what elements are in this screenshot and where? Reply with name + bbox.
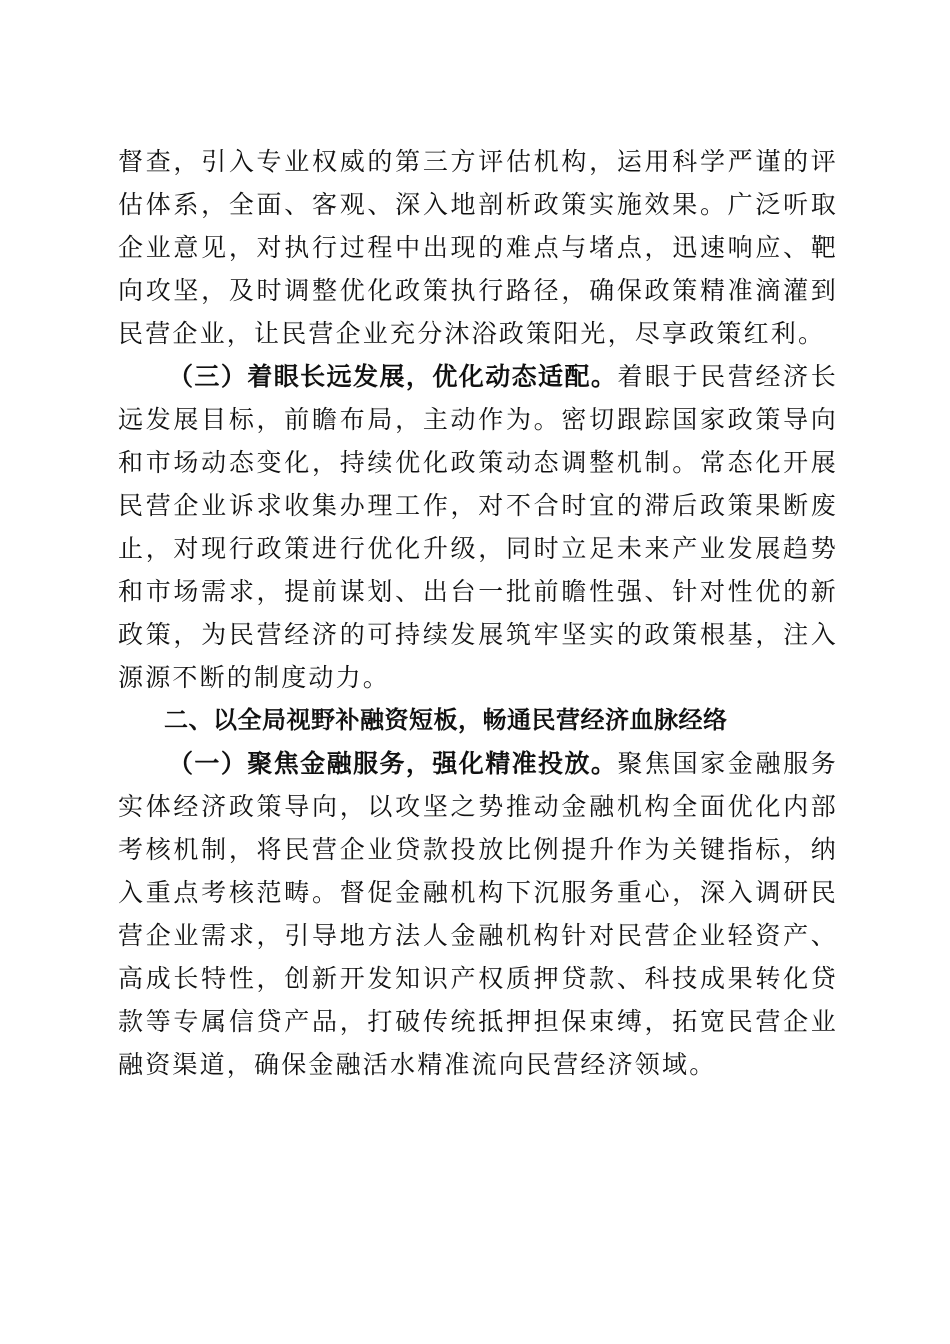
document-page [118,140,838,1086]
paragraph-body: 督查，引入专业权威的第三方评估机构，运用科学严谨的评估体系，全面、客观、深入地剖析政策实施效果。广泛听取企业意见，对执行过程中出现的难点与堵点，迅速响应、靶向攻坚，及时调整优化政策执行路径，确保政策精准滴灌到民营企业，让民营企业充分沐浴政策阳光，尽享政策红利。 [118,147,838,348]
paragraph-body: 着眼于民营经济长远发展目标，前瞻布局，主动作为。密切跟踪国家政策导向和市场动态变化，持续优化政策动态调整机制。常态化开展民营企业诉求收集办理工作，对不合时宜的滞后政策果断废止，对现行政策进行优化升级，同时立足未来产业发展趋势和市场需求，提前谋划、出台一批前瞻性强、针对性优的新政策，为民营经济的可持续发展筑牢坚实的政策根基，注入源源不断的制度动力。 [118,362,838,692]
paragraph-long-term-development [118,355,838,699]
paragraph-body: 聚焦国家金融服务实体经济政策导向，以攻坚之势推动金融机构全面优化内部考核机制，将民营企业贷款投放比例提升作为关键指标，纳入重点考核范畴。督促金融机构下沉服务重心，深入调研民营企业需求，引导地方法人金融机构针对民营企业轻资产、高成长特性，创新开发知识产权质押贷款、科技成果转化贷款等专属信贷产品，打破传统抵押担保束缚，拓宽民营企业融资渠道，确保金融活水精准流向民营经济领域。 [118,749,838,1079]
section-subheading-3: （三）着眼长远发展，优化动态适配。 [168,362,618,391]
section-heading-2: 二、以全局视野补融资短板，畅通民营经济血脉经络 [164,706,728,734]
paragraph-supervision-continued [118,140,838,355]
paragraph-financial-services [118,742,838,1086]
section-subheading-1: （一）聚焦金融服务，强化精准投放。 [168,749,618,778]
